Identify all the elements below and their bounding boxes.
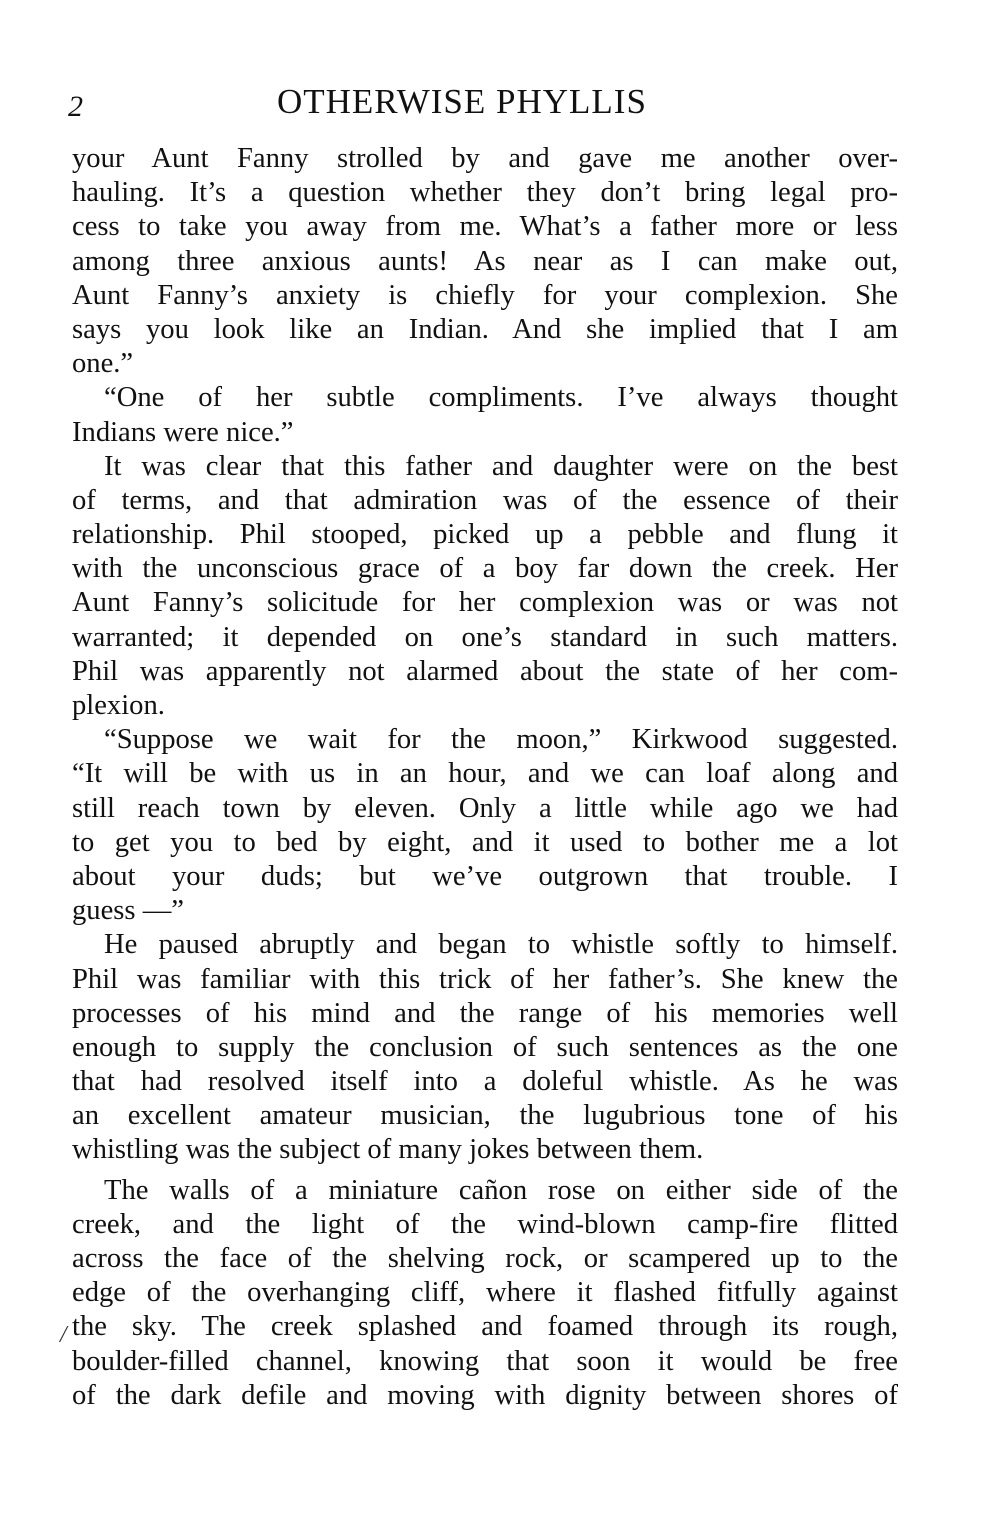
margin-mark: / (60, 1322, 67, 1348)
text-line: an excellent amateur musician, the lugubrious tone of his (72, 1100, 898, 1132)
text-line: hauling. It’s a question whether they don’t bring legal pro- (72, 177, 898, 209)
text-line: boulder-filled channel, knowing that soon it would be free (72, 1345, 898, 1377)
book-title: OTHERWISE PHYLLIS (277, 82, 647, 121)
text-line: He paused abruptly and began to whistle softly to himself. (104, 929, 898, 961)
text-line: “One of her subtle compliments. I’ve always thought (104, 382, 898, 414)
text-line: Indians were nice.” (72, 416, 294, 448)
text-line: Aunt Fanny’s anxiety is chiefly for your complexion. She (72, 279, 898, 311)
text-line: says you look like an Indian. And she implied that I am (72, 313, 898, 345)
text-line: plexion. (72, 690, 165, 721)
text-line: one.” (72, 348, 134, 380)
text-line: that had resolved itself into a doleful whistle. As he was (72, 1066, 898, 1098)
book-page (68, 82, 898, 1413)
text-line: enough to supply the conclusion of such sentences as the one (72, 1031, 898, 1063)
paragraph (72, 723, 898, 928)
text-line: cess to take you away from me. What’s a father more or less (72, 211, 898, 243)
text-line: “Suppose we wait for the moon,” Kirkwood suggested. (104, 724, 898, 756)
text-line: Phil was apparently not alarmed about the state of her com- (72, 655, 898, 687)
text-line: your Aunt Fanny strolled by and gave me another over- (72, 143, 898, 174)
text-line: with the unconscious grace of a boy far down the creek. Her (72, 553, 898, 585)
text-line: to get you to bed by eight, and it used to bother me a lot (72, 826, 898, 858)
paragraph (72, 928, 898, 1167)
text-line: processes of his mind and the range of his memories well (72, 997, 898, 1029)
text-line: relationship. Phil stooped, picked up a pebble and flung it (72, 519, 898, 551)
text-line: whistling was the subject of many jokes between them. (72, 1134, 704, 1166)
text-line: It was clear that this father and daughter were on the best (104, 450, 898, 482)
text-line: guess —” (72, 895, 184, 927)
text-line: creek, and the light of the wind-blown camp-fire flitted (72, 1208, 898, 1240)
paragraph (72, 450, 898, 724)
text-line: among three anxious aunts! As near as I can make out, (72, 245, 898, 277)
text-line: about your duds; but we’ve outgrown that trouble. I (72, 860, 898, 892)
running-head (68, 82, 898, 130)
body-text (72, 142, 898, 1413)
text-line: still reach town by eleven. Only a little while ago we had (72, 792, 898, 824)
text-line: Aunt Fanny’s solicitude for her complexion was or was not (72, 587, 898, 619)
paragraph (72, 142, 898, 381)
text-line: of the dark defile and moving with dignity between shores of (72, 1379, 898, 1411)
text-line: across the face of the shelving rock, or scampered up to the (72, 1243, 898, 1274)
text-line: warranted; it depended on one’s standard in such matters. (72, 621, 898, 653)
page-number: 2 (68, 90, 83, 123)
text-line: edge of the overhanging cliff, where it flashed fitfully against (72, 1277, 898, 1309)
paragraph (72, 381, 898, 449)
paragraph (72, 1174, 898, 1413)
text-line: The walls of a miniature cañon rose on either side of the (104, 1174, 898, 1206)
text-line: the sky. The creek splashed and foamed through its rough, (72, 1311, 898, 1343)
text-line: of terms, and that admiration was of the essence of their (72, 484, 898, 516)
text-line: Phil was familiar with this trick of her father’s. She knew the (72, 963, 898, 995)
text-line: “It will be with us in an hour, and we can loaf along and (72, 758, 898, 790)
